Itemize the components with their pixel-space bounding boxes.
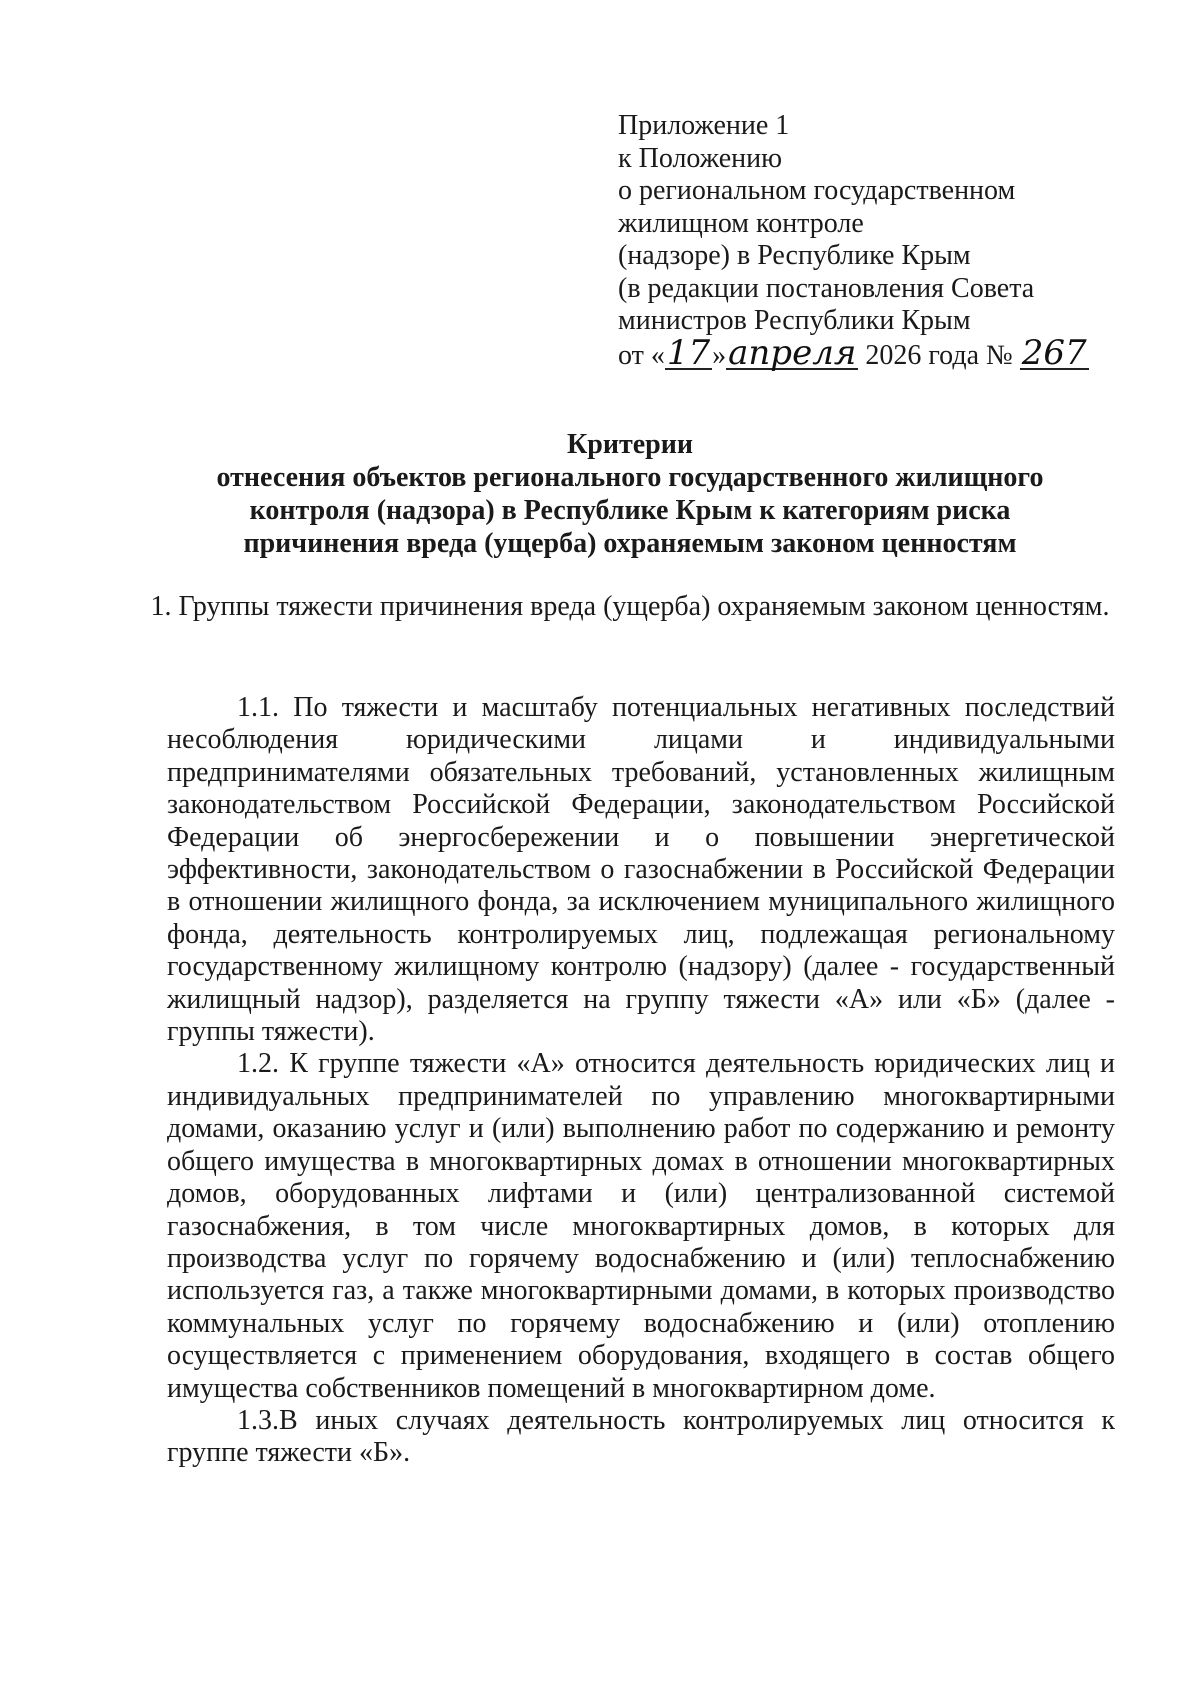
date-prefix: от « bbox=[618, 339, 665, 371]
handwritten-doc-number: 267 bbox=[1021, 332, 1087, 373]
document-body bbox=[167, 692, 1115, 1470]
appendix-line-6: (в редакции постановления Совета bbox=[618, 272, 1035, 304]
date-separator: » bbox=[712, 339, 727, 371]
handwritten-day: 17 bbox=[666, 332, 711, 373]
paragraph-1-3: 1.3.В иных случаях деятельность контролируемых лиц относится к группе тяжести «Б». bbox=[167, 1404, 1115, 1469]
appendix-block bbox=[618, 110, 1138, 372]
appendix-line-7: министров Республики Крым bbox=[618, 305, 971, 336]
paragraph-1-1: 1.1. По тяжести и масштабу потенциальных негативных последствий несоблюдения юридическими лицами и индивидуальными предпринимателями обязательных требований, установленных жилищным законодательством Российской Федерации, законодательством Российской Федерации об энергосбережении и о повышении энергетической эффективности, законодательством о газоснабжении в Российской Федерации в отношении жилищного фонда, за исключением муниципального жилищного фонда, деятельность контролируемых лиц, подлежащая региональному государственному жилищному контролю (надзору) (далее - государственный жилищный надзор), разделяется на группу тяжести «А» или «Б» (далее - группы тяжести). bbox=[167, 692, 1115, 1048]
appendix-line-5: (надзоре) в Республике Крым bbox=[618, 240, 971, 271]
handwritten-month: апреля bbox=[728, 332, 857, 373]
heading-line-3: контроля (надзора) в Республике Крым к категориям риска bbox=[249, 495, 1011, 526]
section-title: 1. Группы тяжести причинения вреда (ущерба) охраняемым законом ценностям. bbox=[150, 591, 1110, 622]
heading-line-1: Критерии bbox=[566, 429, 694, 460]
date-year: 2026 года № bbox=[858, 339, 1020, 371]
appendix-line-3: о региональном государственном bbox=[618, 175, 1016, 206]
appendix-line-1: Приложение 1 bbox=[618, 110, 790, 141]
document-heading bbox=[150, 428, 1110, 560]
appendix-line-4: жилищном контроле bbox=[618, 207, 864, 239]
appendix-line-2: к Положению bbox=[618, 142, 783, 174]
heading-line-4: причинения вреда (ущерба) охраняемым законом ценностям bbox=[243, 528, 1017, 559]
heading-line-2: отнесения объектов регионального государственного жилищного bbox=[216, 462, 1044, 493]
paragraph-1-2: 1.2. К группе тяжести «А» относится деятельность юридических лиц и индивидуальных предпринимателей по управлению многоквартирными домами, оказанию услуг и (или) выполнению работ по содержанию и ремонту общего имущества в многоквартирных домах в отношении многоквартирных домов, оборудованных лифтами и (или) централизованной системой газоснабжения, в том числе многоквартирных домов, в которых для производства услуг по горячему водоснабжению и (или) теплоснабжению используется газ, а также многоквартирными домами, в которых производство коммунальных услуг по горячему водоснабжению и (или) отоплению осуществляется с применением оборудования, входящего в состав общего имущества собственников помещений в многоквартирном доме. bbox=[167, 1048, 1115, 1404]
appendix-date-line bbox=[618, 332, 1138, 373]
